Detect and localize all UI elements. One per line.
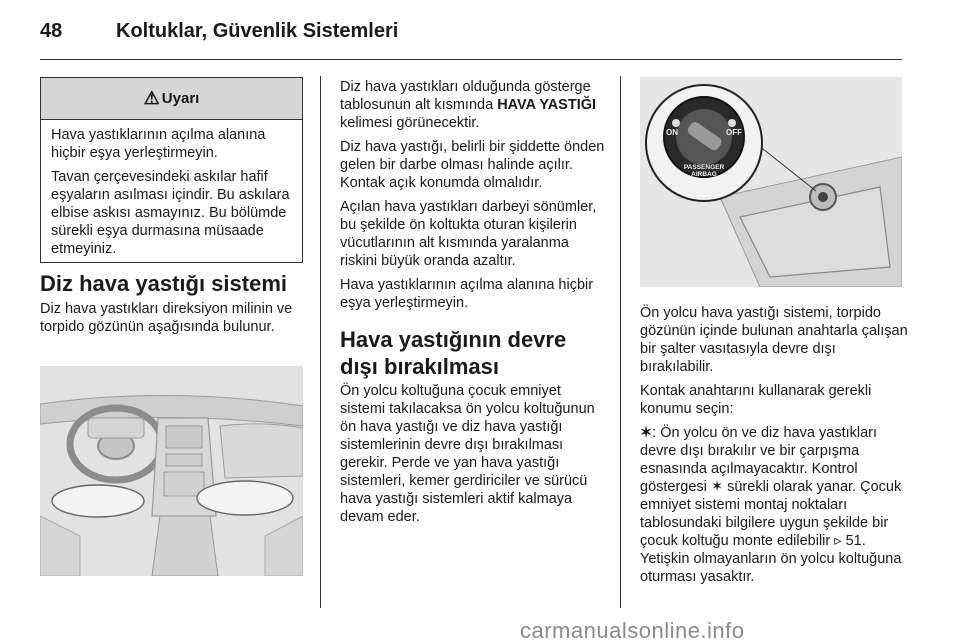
warning-body (41, 120, 302, 258)
airbag-switch-drawing (640, 77, 902, 287)
header-divider (40, 59, 902, 60)
airbag-switch-illustration (640, 77, 902, 287)
paragraph-airbag-indicator (340, 78, 608, 132)
paragraph-damping: Açılan hava yastıkları darbeyi sönümler, bu şekilde ön koltukta oturan kişilerin vücutlarının alt kısmında yaralanma riskini büyük oranda azaltır. (340, 199, 597, 269)
off-description: : Ön yolcu ön ve diz hava yastıkları devre dışı bırakılır ve bir çarpışma esnasında açılmayacaktır. Kontrol göstergesi (640, 425, 878, 495)
warning-triangle-icon: ⚠ (143, 88, 160, 108)
dashboard-knee-airbag-illustration (40, 366, 303, 576)
paragraph-off-position (640, 424, 908, 586)
paragraph-no-objects: Hava yastıklarının açılma alanına hiçbir eşya yerleştirmeyin. (340, 277, 594, 311)
airbag-off-icon: ✶ (640, 425, 653, 441)
airbag-label: HAVA YASTIĞI (497, 97, 597, 113)
middle-column (340, 78, 608, 532)
page-reference[interactable]: 51 (845, 533, 862, 549)
warning-title: Uyarı (161, 90, 200, 107)
paragraph-deactivation: Ön yolcu koltuğuna çocuk emniyet sistemi takılacaksa ön yolcu koltuğunun ön hava yastığı ve diz hava yastığı sistemlerinin devre dışı bırakılması gerekir. Perde ve yan hava yastığı sistemleri, kemer gerdiriciler ve sürücü hava yastığı sistemleri aktif kalmaya devam eder. (340, 383, 595, 525)
column-divider-left (320, 76, 321, 608)
knee-airbag-heading: Diz hava yastığı sistemi (40, 271, 287, 296)
text-span: . Yetişkin olmayanların ön yolcu koltuğuna oturması yasaktır. (640, 533, 902, 585)
warning-paragraph: Tavan çerçevesindeki askılar hafif eşyaların asılması içindir. Bu askılara elbise askısı asmayınız. Bu bölümde sürekli eşya durmasına müsaade etmeyiniz. (51, 169, 290, 257)
knee-airbag-section (40, 270, 310, 336)
text-span: Diz hava yastıkları olduğunda gösterge tablosunun alt kısmında (340, 79, 591, 113)
warning-header (41, 78, 302, 120)
page-reference-icon: ▹ (834, 533, 842, 549)
chapter-title: Koltuklar, Güvenlik Sistemleri (116, 20, 399, 42)
deactivation-heading: Hava yastığının devre dışı bırakılması (340, 327, 567, 379)
switch-airbag-label: AIRBAG (691, 171, 717, 178)
column-divider-right (620, 76, 621, 608)
right-column (640, 304, 908, 592)
switch-off-label: OFF (726, 128, 742, 137)
page-number: 48 (40, 20, 63, 42)
paragraph-deployment: Diz hava yastığı, belirli bir şiddette önden gelen bir darbe olması halinde açılır. Kontak açık konumda olmalıdır. (340, 139, 605, 191)
text-span: kelimesi görünecektir. (340, 115, 480, 131)
dashboard-drawing (40, 366, 303, 576)
airbag-off-indicator-icon: ✶ (710, 479, 724, 495)
switch-on-label: ON (666, 128, 678, 137)
text-span: sürekli olarak yanar. Çocuk emniyet sistemi montaj noktaları tablosundaki bilgilere uygun şekilde bir çocuk koltuğu monte edilebilir (640, 479, 902, 549)
warning-paragraph: Hava yastıklarının açılma alanına hiçbir eşya yerleştirmeyin. (51, 127, 266, 161)
page-header (40, 16, 920, 56)
watermark: carmanualsonline.info (520, 618, 745, 642)
paragraph-switch: Ön yolcu hava yastığı sistemi, torpido gözünün içinde bulunan anahtarla çalışan bir şalter vasıtasıyla devre dışı bırakılabilir. (640, 305, 908, 375)
switch-passenger-label: PASSENGER (683, 164, 725, 171)
paragraph-select-position: Kontak anahtarını kullanarak gerekli konumu seçin: (640, 383, 872, 417)
knee-airbag-intro: Diz hava yastıkları direksiyon milinin ve torpido gözünün aşağısında bulunur. (40, 301, 293, 335)
warning-box (40, 77, 303, 263)
